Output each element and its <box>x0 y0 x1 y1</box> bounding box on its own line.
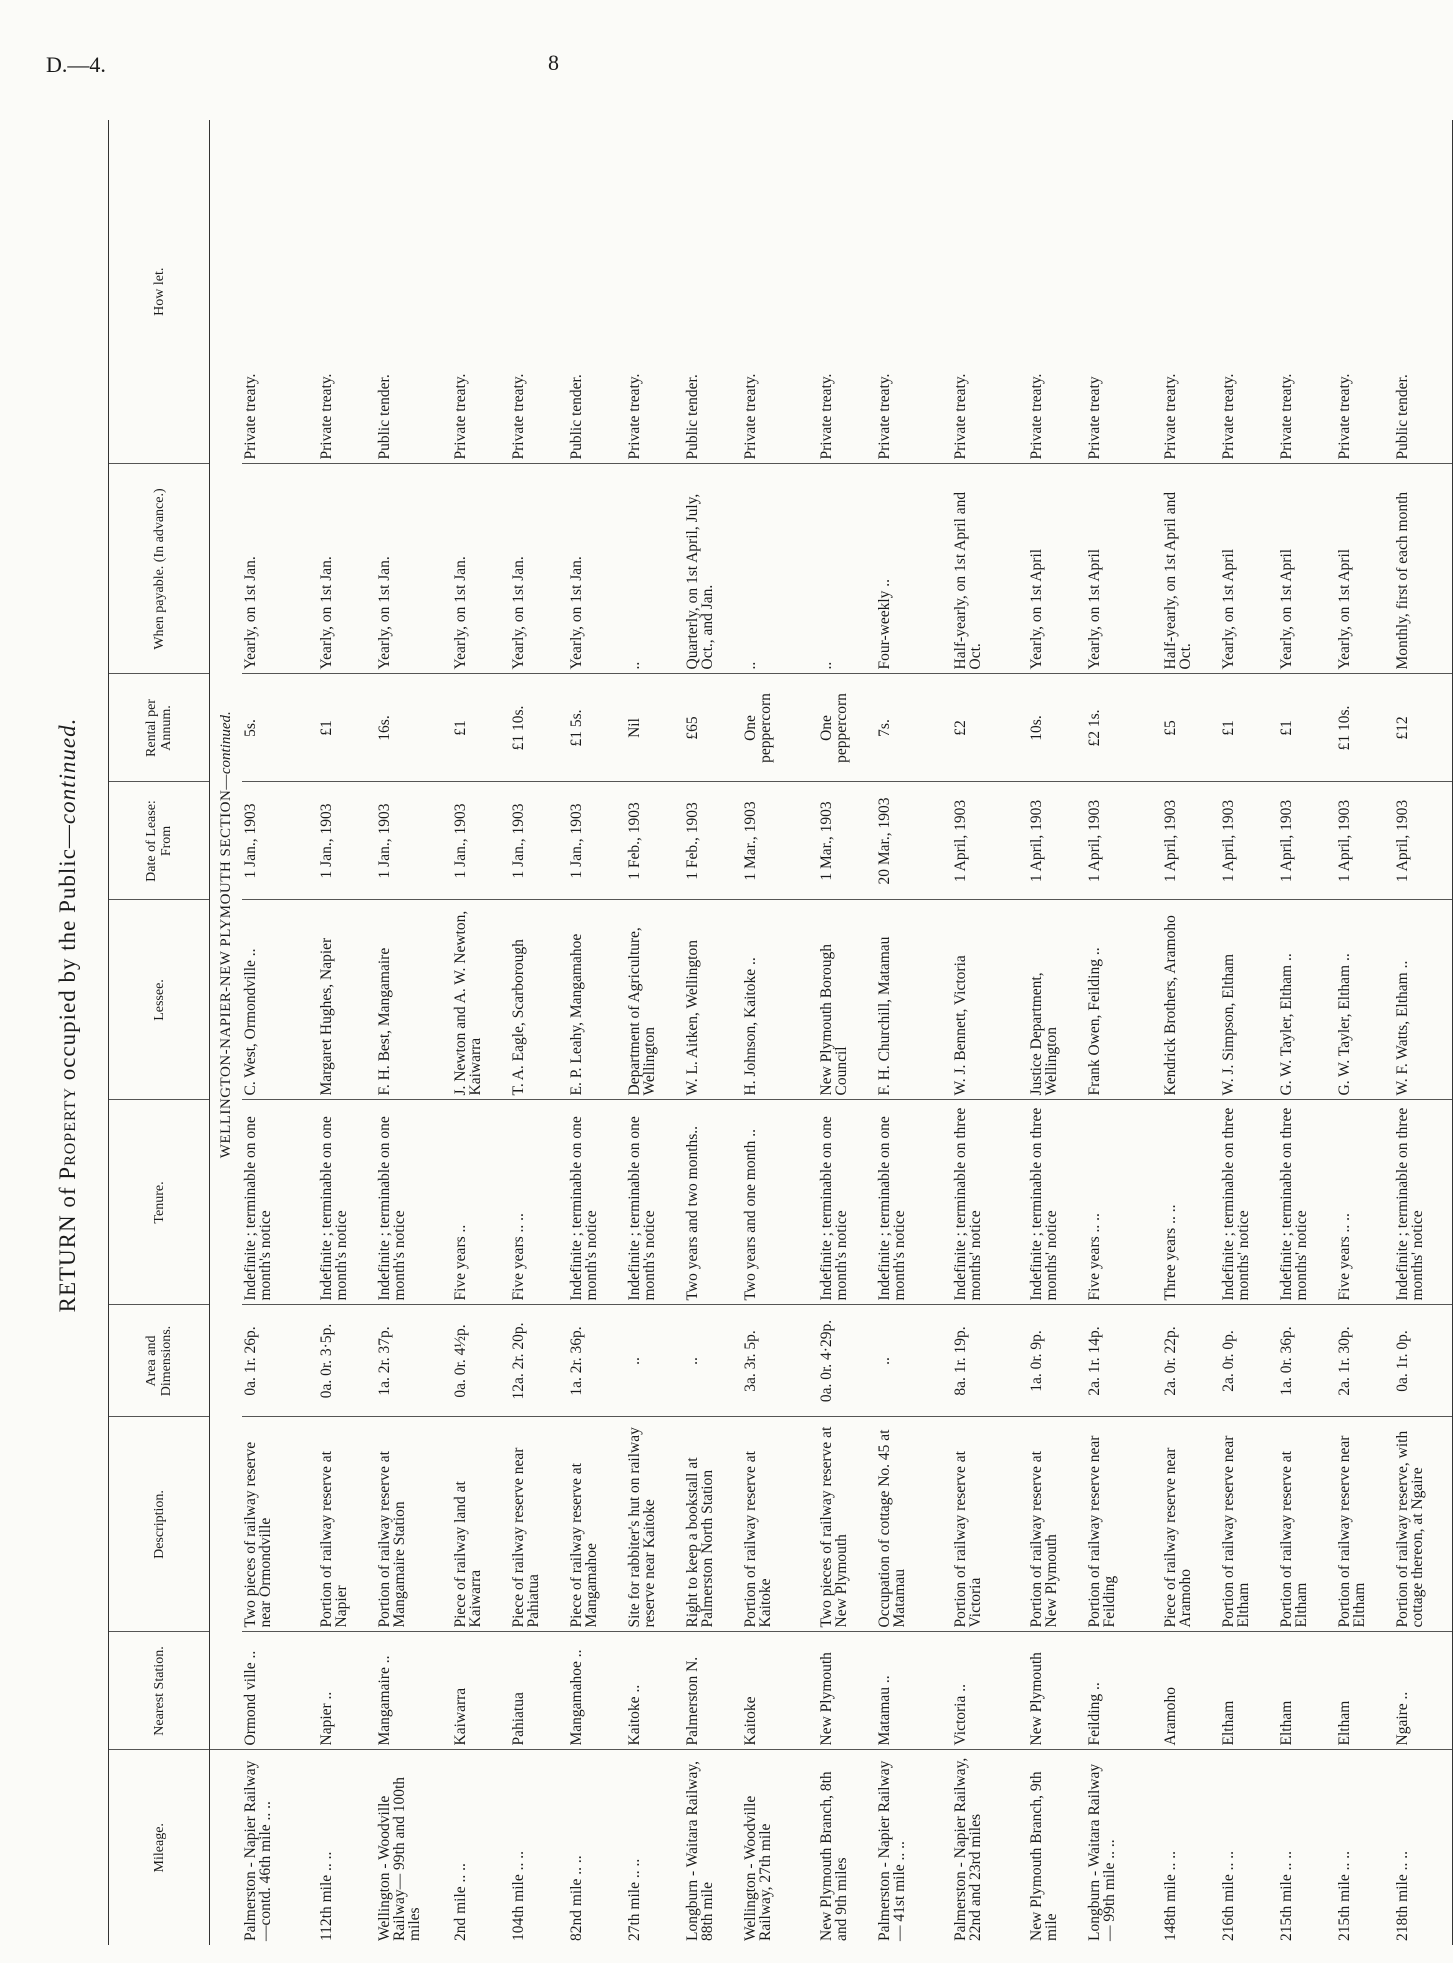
cell-lessee: C. West, Ormondville .. <box>242 900 318 1100</box>
cell-date: 1 April, 1903 <box>1220 782 1278 900</box>
cell-mileage: New Plymouth Branch, 8th and 9th miles <box>818 1771 850 1941</box>
cell-rental: £1 <box>1278 674 1336 782</box>
cell-description: Piece of railway land at Kaiwarra <box>452 1417 510 1632</box>
cell-how-let: Private treaty. <box>1028 120 1086 464</box>
rotated-page <box>55 105 1426 1945</box>
cell-payable: Yearly, on 1st Jan. <box>318 464 376 674</box>
cell-mileage: 2nd mile .. .. <box>452 1863 469 1941</box>
cell-mileage: Wellington - Woodville Railway— 99th and 100th miles <box>376 1776 423 1941</box>
cell-area: 2a. 1r. 14p. <box>1086 1305 1162 1417</box>
cell-station: Feilding .. <box>1086 1632 1162 1750</box>
cell-area: 0a. 0r. 4½p. <box>452 1305 510 1417</box>
cell-description: Portion of railway reserve near Feilding <box>1086 1417 1162 1632</box>
cell-how-let: Private treaty. <box>626 120 684 464</box>
cell-description: Portion of railway reserve at Kaitoke <box>742 1417 818 1632</box>
cell-how-let: Private treaty. <box>1220 120 1278 464</box>
table-row <box>1336 120 1394 1945</box>
cell-area: 0a. 1r. 26p. <box>242 1305 318 1417</box>
cell-tenure: Indefinite ; terminable on one month's notice <box>876 1100 952 1305</box>
table-row <box>1086 120 1162 1945</box>
table-row <box>318 120 376 1945</box>
cell-mileage: 112th mile .. .. <box>318 1851 335 1941</box>
cell-description: Portion of railway reserve, with cottage thereon, at Ngaire <box>1394 1417 1453 1632</box>
cell-date: 20 Mar., 1903 <box>876 782 952 900</box>
cell-description: Two pieces of railway reserve at New Plymouth <box>818 1417 876 1632</box>
table-row <box>1028 120 1086 1945</box>
cell-rental: 10s. <box>1028 674 1086 782</box>
cell-station: Palmerston N. <box>684 1632 742 1750</box>
cell-mileage: 215th mile .. .. <box>1336 1851 1353 1941</box>
cell-rental: £2 <box>952 674 1028 782</box>
table-row <box>952 120 1028 1945</box>
col-header: How let. <box>109 120 210 464</box>
col-header: Description. <box>109 1417 210 1632</box>
cell-area: 0a. 0r. 3·5p. <box>318 1305 376 1417</box>
cell-area: .. <box>876 1305 952 1417</box>
cell-station: Victoria .. <box>952 1632 1028 1750</box>
cell-lessee: F. H. Best, Mangamaire <box>376 900 452 1100</box>
table-row <box>568 120 626 1945</box>
cell-lessee: H. Johnson, Kaitoke .. <box>742 900 818 1100</box>
cell-date: 1 Jan., 1903 <box>318 782 376 900</box>
cell-payable: Yearly, on 1st April <box>1336 464 1394 674</box>
cell-area: 12a. 2r. 20p. <box>510 1305 568 1417</box>
cell-payable: .. <box>818 464 876 674</box>
cell-tenure: Two years and two months.. <box>684 1100 742 1305</box>
cell-payable: Yearly, on 1st Jan. <box>242 464 318 674</box>
cell-lessee: F. H. Churchill, Matamau <box>876 900 952 1100</box>
cell-lessee: G. W. Tayler, Eltham .. <box>1336 900 1394 1100</box>
cell-date: 1 April, 1903 <box>952 782 1028 900</box>
cell-date: 1 Jan., 1903 <box>510 782 568 900</box>
cell-tenure: Two years and one month .. <box>742 1100 818 1305</box>
cell-payable: Quarterly, on 1st April, July, Oct., and Jan. <box>684 464 742 674</box>
cell-payable: Yearly, on 1st Jan. <box>568 464 626 674</box>
cell-tenure: Indefinite ; terminable on one month's notice <box>568 1100 626 1305</box>
cell-rental: 7s. <box>876 674 952 782</box>
cell-station: Kaitoke .. <box>626 1632 684 1750</box>
col-header: When payable. (In advance.) <box>109 464 210 674</box>
cell-tenure: Indefinite ; terminable on one month's notice <box>818 1100 876 1305</box>
cell-area: 3a. 3r. 5p. <box>742 1305 818 1417</box>
table-row <box>626 120 684 1945</box>
cell-mileage: Wellington - Woodville Railway, 27th mile <box>742 1795 774 1941</box>
cell-station: Eltham <box>1220 1632 1278 1750</box>
title-emph: Property <box>55 1086 80 1180</box>
table-row <box>510 120 568 1945</box>
cell-description: Portion of railway reserve at New Plymouth <box>1028 1417 1086 1632</box>
cell-payable: Yearly, on 1st Jan. <box>376 464 452 674</box>
cell-mileage: 82nd mile .. .. <box>568 1855 585 1941</box>
cell-rental: £1 10s. <box>510 674 568 782</box>
cell-description: Portion of railway reserve at Victoria <box>952 1417 1028 1632</box>
cell-tenure: Indefinite ; terminable on three months' notice <box>1394 1100 1453 1305</box>
cell-mileage: 27th mile .. .. <box>626 1858 643 1941</box>
table-row <box>452 120 510 1945</box>
table-row <box>1278 120 1336 1945</box>
table-row <box>742 120 818 1945</box>
cell-how-let: Private treaty. <box>1336 120 1394 464</box>
cell-lessee: Department of Agriculture, Wellington <box>626 900 684 1100</box>
cell-area: 2a. 1r. 30p. <box>1336 1305 1394 1417</box>
page-title <box>55 125 81 1905</box>
cell-how-let: Private treaty. <box>742 120 818 464</box>
property-table <box>108 120 1453 1945</box>
cell-station: Mangamahoe .. <box>568 1632 626 1750</box>
cell-lessee: Kendrick Brothers, Aramoho <box>1162 900 1220 1100</box>
cell-date: 1 April, 1903 <box>1336 782 1394 900</box>
title-suffix: continued. <box>55 717 80 825</box>
cell-date: 1 Jan., 1903 <box>452 782 510 900</box>
cell-area: 2a. 0r. 22p. <box>1162 1305 1220 1417</box>
cell-payable: Yearly, on 1st April <box>1028 464 1086 674</box>
cell-payable: .. <box>742 464 818 674</box>
cell-tenure: Five years .. .. <box>1086 1100 1162 1305</box>
cell-how-let: Public tender. <box>684 120 742 464</box>
cell-mileage: 148th mile .. .. <box>1162 1851 1179 1941</box>
cell-how-let: Private treaty <box>1086 120 1162 464</box>
table-row <box>818 120 876 1945</box>
cell-how-let: Private treaty. <box>1278 120 1336 464</box>
cell-area: 8a. 1r. 19p. <box>952 1305 1028 1417</box>
cell-date: 1 Mar., 1903 <box>742 782 818 900</box>
section-name: WELLINGTON-NAPIER-NEW PLYMOUTH SECTION— <box>217 774 234 1159</box>
col-header: Area and Dimensions. <box>109 1305 210 1417</box>
table-row <box>684 120 742 1945</box>
cell-date: 1 April, 1903 <box>1278 782 1336 900</box>
cell-payable: Yearly, on 1st April <box>1278 464 1336 674</box>
cell-area: 2a. 0r. 0p. <box>1220 1305 1278 1417</box>
cell-lessee: T. A. Eagle, Scarborough <box>510 900 568 1100</box>
cell-tenure: Indefinite ; terminable on one month's notice <box>626 1100 684 1305</box>
cell-lessee: Justice Department, Wellington <box>1028 900 1086 1100</box>
cell-tenure: Five years .. <box>452 1100 510 1305</box>
cell-mileage: Longburn - Waitara Railway, 88th mile <box>684 1761 716 1941</box>
cell-rental: £12 <box>1394 674 1453 782</box>
cell-payable: Yearly, on 1st Jan. <box>452 464 510 674</box>
cell-description: Portion of railway reserve near Eltham <box>1336 1417 1394 1632</box>
cell-mileage: Longburn - Waitara Railway— 99th mile .. .. <box>1086 1763 1118 1941</box>
cell-how-let: Public tender. <box>568 120 626 464</box>
cell-station: Napier .. <box>318 1632 376 1750</box>
cell-rental: One peppercorn <box>742 674 818 782</box>
cell-description: Portion of railway reserve at Mangamaire Station <box>376 1417 452 1632</box>
cell-how-let: Private treaty. <box>242 120 318 464</box>
col-header: Rental per Annum. <box>109 674 210 782</box>
cell-lessee: E. P. Leahy, Mangamahoe <box>568 900 626 1100</box>
cell-date: 1 April, 1903 <box>1086 782 1162 900</box>
table-row <box>1394 120 1453 1945</box>
table-row <box>1220 120 1278 1945</box>
col-header: Lessee. <box>109 900 210 1100</box>
cell-tenure: Three years .. .. <box>1162 1100 1220 1305</box>
cell-tenure: Indefinite ; terminable on three months' notice <box>952 1100 1028 1305</box>
document-code: D.—4. <box>46 52 106 77</box>
cell-tenure: Indefinite ; terminable on three months' notice <box>1220 1100 1278 1305</box>
section-suffix: continued. <box>217 711 234 775</box>
title-mid: occupied by the Public— <box>55 824 80 1087</box>
table-row <box>376 120 452 1945</box>
cell-description: Right to keep a bookstall at Palmerston North Station <box>684 1417 742 1632</box>
cell-tenure: Five years .. .. <box>510 1100 568 1305</box>
cell-station: Kaitoke <box>742 1632 818 1750</box>
cell-description: Site for rabbiter's hut on railway reserve near Kaitoke <box>626 1417 684 1632</box>
cell-payable: .. <box>626 464 684 674</box>
cell-area: 1a. 2r. 36p. <box>568 1305 626 1417</box>
cell-tenure: Five years .. .. <box>1336 1100 1394 1305</box>
col-header: Mileage. <box>109 1750 210 1945</box>
cell-rental: £1 <box>1220 674 1278 782</box>
cell-payable: Yearly, on 1st Jan. <box>510 464 568 674</box>
cell-lessee: W. J. Bennett, Victoria <box>952 900 1028 1100</box>
cell-rental: £1 10s. <box>1336 674 1394 782</box>
cell-date: 1 Jan., 1903 <box>242 782 318 900</box>
cell-how-let: Private treaty. <box>1162 120 1220 464</box>
cell-how-let: Private treaty. <box>876 120 952 464</box>
cell-station: Aramoho <box>1162 1632 1220 1750</box>
cell-description: Two pieces of railway reserve near Ormondville <box>242 1417 318 1632</box>
cell-mileage: Palmerston - Napier Railway, 22nd and 23rd miles <box>952 1757 984 1941</box>
cell-tenure: Indefinite ; terminable on one month's notice <box>242 1100 318 1305</box>
cell-area: .. <box>626 1305 684 1417</box>
cell-payable: Yearly, on 1st April <box>1086 464 1162 674</box>
cell-station: New Plymouth <box>818 1632 876 1750</box>
cell-station: Eltham <box>1278 1632 1336 1750</box>
cell-area: 0a. 1r. 0p. <box>1394 1305 1453 1417</box>
table-row <box>242 120 318 1945</box>
cell-station: Eltham <box>1336 1632 1394 1750</box>
cell-description: Occupation of cottage No. 45 at Matamau <box>876 1417 952 1632</box>
cell-rental: Nil <box>626 674 684 782</box>
section-title <box>210 120 243 1750</box>
cell-description: Piece of railway reserve near Aramoho <box>1162 1417 1220 1632</box>
cell-rental: £65 <box>684 674 742 782</box>
cell-mileage: 215th mile .. .. <box>1278 1851 1295 1941</box>
cell-payable: Half-yearly, on 1st April and Oct. <box>952 464 1028 674</box>
cell-how-let: Private treaty. <box>510 120 568 464</box>
table-row <box>1162 120 1220 1945</box>
cell-rental: £2 1s. <box>1086 674 1162 782</box>
cell-station: Ormond ville .. <box>242 1632 318 1750</box>
cell-mileage: Palmerston - Napier Railway—contd. 46th mile .. .. <box>242 1760 274 1941</box>
col-header: Nearest Station. <box>109 1632 210 1750</box>
cell-date: 1 Jan., 1903 <box>568 782 626 900</box>
cell-area: 1a. 0r. 9p. <box>1028 1305 1086 1417</box>
page-number: 8 <box>548 50 559 75</box>
cell-how-let: Public tender. <box>1394 120 1453 464</box>
cell-station: Kaiwarra <box>452 1632 510 1750</box>
cell-station: Matamau .. <box>876 1632 952 1750</box>
cell-station: New Plymouth <box>1028 1632 1086 1750</box>
cell-rental: £1 <box>318 674 376 782</box>
cell-tenure: Indefinite ; terminable on one month's notice <box>318 1100 376 1305</box>
cell-description: Piece of railway reserve near Pahiatua <box>510 1417 568 1632</box>
cell-station: Mangamaire .. <box>376 1632 452 1750</box>
cell-payable: Half-yearly, on 1st April and Oct. <box>1162 464 1220 674</box>
cell-rental: 5s. <box>242 674 318 782</box>
cell-tenure: Indefinite ; terminable on one month's notice <box>376 1100 452 1305</box>
cell-date: 1 Jan., 1903 <box>376 782 452 900</box>
cell-date: 1 Feb., 1903 <box>684 782 742 900</box>
cell-description: Portion of railway reserve near Eltham <box>1220 1417 1278 1632</box>
cell-area: 1a. 0r. 36p. <box>1278 1305 1336 1417</box>
cell-how-let: Public tender. <box>376 120 452 464</box>
cell-description: Piece of railway reserve at Mangamahoe <box>568 1417 626 1632</box>
cell-payable: Four-weekly .. <box>876 464 952 674</box>
section-row <box>210 120 243 1945</box>
cell-date: 1 April, 1903 <box>1162 782 1220 900</box>
cell-lessee: Margaret Hughes, Napier <box>318 900 376 1100</box>
cell-rental: £1 <box>452 674 510 782</box>
header-row <box>109 120 210 1945</box>
cell-lessee: New Plymouth Borough Council <box>818 900 876 1100</box>
cell-station: Pahiatua <box>510 1632 568 1750</box>
col-header: Date of Lease: From <box>109 782 210 900</box>
cell-mileage: 104th mile .. .. <box>510 1851 527 1941</box>
cell-station: Ngaire .. <box>1394 1632 1453 1750</box>
cell-date: 1 April, 1903 <box>1394 782 1453 900</box>
col-header: Tenure. <box>109 1100 210 1305</box>
cell-lessee: J. Newton and A. W. Newton, Kaiwarra <box>452 900 510 1100</box>
title-prefix: RETURN of <box>55 1179 80 1313</box>
cell-area: 0a. 0r. 4·29p. <box>818 1305 876 1417</box>
cell-rental: £1 5s. <box>568 674 626 782</box>
cell-date: 1 Feb., 1903 <box>626 782 684 900</box>
cell-description: Portion of railway reserve at Napier <box>318 1417 376 1632</box>
cell-lessee: W. L. Aitken, Wellington <box>684 900 742 1100</box>
cell-lessee: Frank Owen, Feilding .. <box>1086 900 1162 1100</box>
cell-mileage: 216th mile .. .. <box>1220 1851 1237 1941</box>
cell-lessee: W. F. Watts, Eltham .. <box>1394 900 1453 1100</box>
table-row <box>876 120 952 1945</box>
cell-mileage: 218th mile .. .. <box>1394 1750 1453 1945</box>
cell-mileage: New Plymouth Branch, 9th mile <box>1028 1771 1060 1941</box>
cell-rental: One peppercorn <box>818 674 876 782</box>
cell-description: Portion of railway reserve at Eltham <box>1278 1417 1336 1632</box>
cell-payable: Monthly, first of each month <box>1394 464 1453 674</box>
cell-area: .. <box>684 1305 742 1417</box>
cell-lessee: W. J. Simpson, Eltham <box>1220 900 1278 1100</box>
cell-how-let: Private treaty. <box>818 120 876 464</box>
cell-how-let: Private treaty. <box>318 120 376 464</box>
cell-rental: 16s. <box>376 674 452 782</box>
cell-how-let: Private treaty. <box>452 120 510 464</box>
cell-payable: Yearly, on 1st April <box>1220 464 1278 674</box>
cell-tenure: Indefinite ; terminable on three months' notice <box>1028 1100 1086 1305</box>
cell-tenure: Indefinite ; terminable on three months' notice <box>1278 1100 1336 1305</box>
cell-how-let: Private treaty. <box>952 120 1028 464</box>
cell-mileage: Palmerston - Napier Railway— 41st mile .. .. <box>876 1760 908 1941</box>
cell-rental: £5 <box>1162 674 1220 782</box>
cell-date: 1 Mar., 1903 <box>818 782 876 900</box>
cell-area: 1a. 2r. 37p. <box>376 1305 452 1417</box>
cell-date: 1 April, 1903 <box>1028 782 1086 900</box>
cell-lessee: G. W. Tayler, Eltham .. <box>1278 900 1336 1100</box>
